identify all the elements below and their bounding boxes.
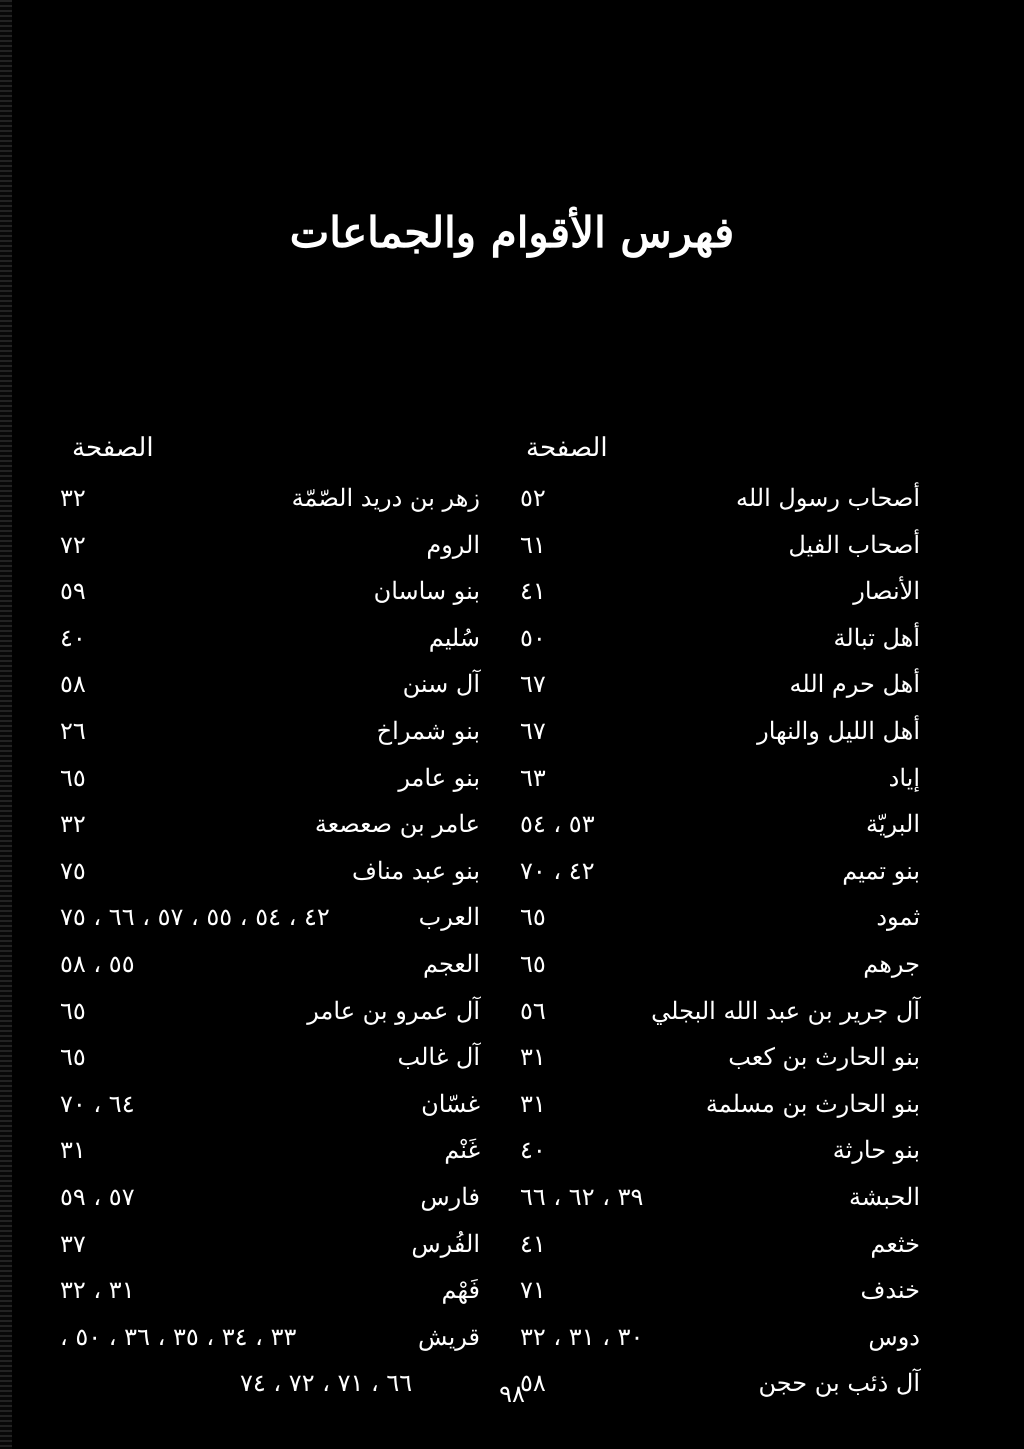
index-entry [60,1034,480,1081]
entry-name: عامر بن صعصعة [314,810,480,839]
page-number: ٩٨ [499,1380,525,1408]
index-entry [60,1221,480,1268]
entry-pages: ٤١ [520,1229,546,1258]
entry-name: دوس [868,1322,920,1351]
entry-name: فَهْم [441,1276,480,1305]
index-entry [520,1034,920,1081]
entry-name: بنو شمراخ [376,716,480,745]
entry-pages: ٦٥ [60,1043,86,1072]
index-entry [60,615,480,662]
index-entry [520,1081,920,1128]
entry-pages: ٣٧ [60,1229,86,1258]
entry-name: جرهم [863,949,920,978]
entry-name: بنو الحارث بن كعب [728,1043,920,1072]
entry-name: آل جرير بن عبد الله البجلي [651,996,920,1025]
entry-name: بنو عامر [398,763,480,792]
entry-name: بنو حارثة [832,1136,920,1165]
index-entry [520,1174,920,1221]
index-entry [520,522,920,569]
entry-name: إياد [888,763,920,792]
index-entry [520,1221,920,1268]
entry-pages: ٥٨ [520,1369,546,1398]
index-entry [60,941,480,988]
entry-name: أهل تبالة [833,623,920,652]
entry-name: أصحاب الفيل [788,530,920,559]
index-entry [520,1127,920,1174]
entry-pages: ٦٣ [520,763,546,792]
entry-name: غَنْم [444,1136,480,1165]
entry-name: خندف [860,1276,920,1305]
entry-name: آل ذئب بن حجن [758,1369,920,1398]
entry-name: بنو ساسان [373,577,480,606]
index-entry [60,1314,480,1361]
entry-name: الأنصار [853,577,920,606]
entry-pages: ٦٥ [60,996,86,1025]
index-entry [520,708,920,755]
entry-name: فارس [420,1182,480,1211]
index-entry [520,988,920,1035]
entry-pages: ٥٩ [60,577,86,606]
index-entry [520,755,920,802]
index-entry [520,661,920,708]
entry-pages: ٥٣ ، ٥٤ [520,810,595,839]
entry-pages: ٣٩ ، ٦٢ ، ٦٦ [520,1182,644,1211]
index-entry [60,1127,480,1174]
index-list-left [60,475,480,1407]
entry-name: بنو تميم [842,856,920,885]
entry-pages: ٥٨ [60,670,86,699]
entry-name: ثمود [876,903,920,932]
page-title: فهرس الأقوام والجماعات [289,208,735,257]
entry-pages: ٥٦ [520,996,546,1025]
entry-pages: ٤٢ ، ٥٤ ، ٥٥ ، ٥٧ ، ٦٦ ، ٧٥ [60,903,330,932]
entry-pages: ٣١ ، ٣٢ [60,1276,135,1305]
index-entry [60,848,480,895]
index-entry [520,1267,920,1314]
entry-name: الفُرس [411,1229,480,1258]
entry-pages: ٣٣ ، ٣٤ ، ٣٥ ، ٣٦ ، ٥٠ ، [60,1322,297,1351]
index-entry [60,988,480,1035]
index-entry [520,1314,920,1361]
entry-pages: ٣١ [520,1089,546,1118]
entry-name: العرب [418,903,480,932]
index-entry [60,708,480,755]
column-header-left: الصفحة [72,433,154,463]
entry-pages: ٧٥ [60,856,86,885]
index-entry [60,661,480,708]
entry-pages: ٦٥ [60,763,86,792]
entry-name: زهر بن دريد الصّمّة [291,484,480,512]
entry-name: آل سنن [402,670,480,699]
entry-pages: ٣٠ ، ٣١ ، ٣٢ [520,1322,644,1351]
entry-pages: ٣٢ [60,810,86,839]
entry-pages: ٣٢ [60,484,86,512]
entry-pages: ٣١ [520,1043,546,1072]
entry-pages: ٦٧ [520,670,546,699]
index-entry [60,568,480,615]
entry-pages: ٦٧ [520,716,546,745]
entry-name: بنو عبد مناف [351,856,480,885]
entry-pages: ٤١ [520,577,546,606]
index-entry [60,801,480,848]
entry-pages: ٥٧ ، ٥٩ [60,1182,135,1211]
index-entry [520,848,920,895]
index-entry [60,894,480,941]
entry-pages: ٧١ [520,1276,546,1305]
entry-name: غسّان [421,1089,480,1118]
entry-name: قريش [418,1322,480,1351]
entry-name: أهل حرم الله [789,670,920,699]
entry-pages: ٢٦ [60,716,86,745]
column-header-right: الصفحة [526,433,608,463]
entry-name: سُليم [428,623,480,652]
entry-pages: ٤٠ [60,623,86,652]
entry-pages: ٣١ [60,1136,86,1165]
index-entry [520,568,920,615]
entry-name: آل عمرو بن عامر [307,996,480,1025]
index-entry [60,522,480,569]
entry-name: أصحاب رسول الله [735,484,920,512]
index-entry [60,1267,480,1314]
entry-pages: ٥٢ [520,484,546,512]
entry-name: بنو الحارث بن مسلمة [705,1089,920,1118]
index-entry [60,1174,480,1221]
entry-pages: ٥٥ ، ٥٨ [60,949,135,978]
entry-pages: ٦٤ ، ٧٠ [60,1089,135,1118]
index-entry [60,1081,480,1128]
entry-pages: ٤٢ ، ٧٠ [520,856,595,885]
entry-name: آل غالب [397,1043,480,1072]
index-entry [520,894,920,941]
entry-pages: ٦٥ [520,949,546,978]
entry-pages: ٦٦ ، ٧١ ، ٧٢ ، ٧٤ [240,1369,413,1398]
entry-pages: ٦٥ [520,903,546,932]
index-entry [520,801,920,848]
index-list-right [520,475,920,1407]
index-entry [520,615,920,662]
entry-pages: ٦١ [520,530,546,559]
entry-name: البريّة [865,810,920,839]
entry-name: الحبشة [849,1182,920,1211]
entry-name: العجم [422,949,480,978]
index-entry [520,941,920,988]
index-entry [60,755,480,802]
index-entry [520,475,920,522]
entry-name: الروم [426,530,480,559]
entry-pages: ٥٠ [520,623,546,652]
entry-name: خثعم [870,1229,920,1258]
index-entry [60,475,480,522]
entry-name: أهل الليل والنهار [757,716,920,745]
entry-pages: ٧٢ [60,530,86,559]
entry-pages: ٤٠ [520,1136,546,1165]
